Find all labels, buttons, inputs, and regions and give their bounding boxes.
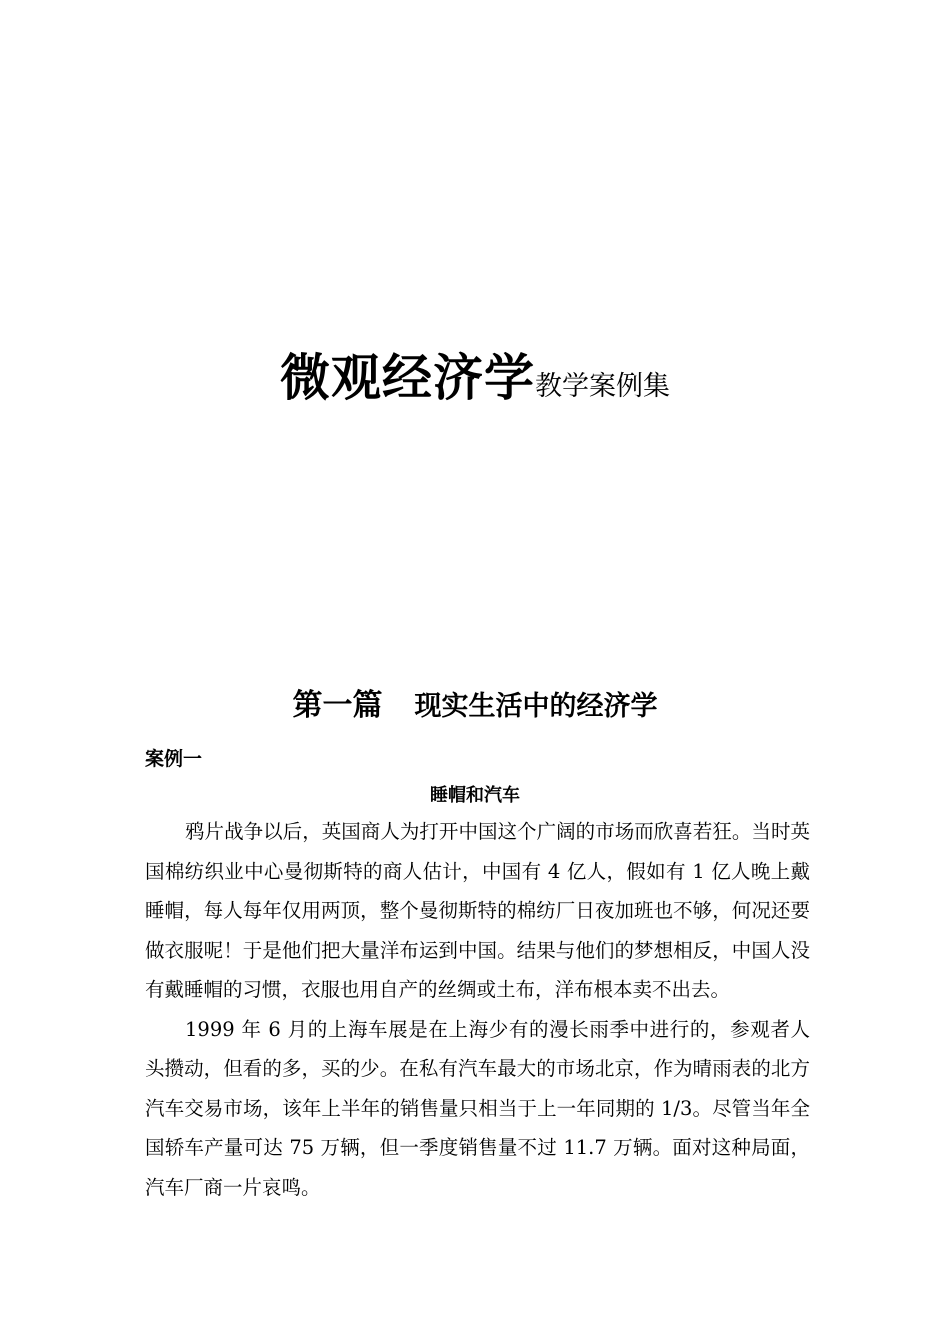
case-label: 案例一 <box>145 748 203 770</box>
document-title <box>0 338 950 410</box>
part-number: 第一篇 <box>292 688 383 723</box>
body-paragraph: 鸦片战争以后，英国商人为打开中国这个广阔的市场而欣喜若狂。当时英国棉纺织业中心曼彻斯特的商人估计，中国有 4 亿人，假如有 1 亿人晚上戴睡帽，每人每年仅用两顶，整个曼彻斯特的棉纺厂日夜加班也不够，何况还要做衣服呢！于是他们把大量洋布运到中国。结果与他们的梦想相反，中国人没有戴睡帽的习惯，衣服也用自产的丝绸或土布，洋布根本卖不出去。 <box>145 820 810 1001</box>
document-title-sub: 教学案例集 <box>535 371 670 402</box>
document-title-main: 微观经济学 <box>280 349 535 407</box>
body-paragraph: 1999 年 6 月的上海车展是在上海少有的漫长雨季中进行的，参观者人头攒动，但看的多，买的少。在私有汽车最大的市场北京，作为晴雨表的北方汽车交易市场，该年上半年的销售量只相当于上一年同期的 1/3。尽管当年全国轿车产量可达 75 万辆，但一季度销售量不过 11.7 万辆。面对这种局面，汽车厂商一片哀鸣。 <box>145 1017 810 1199</box>
case-body <box>145 812 810 1207</box>
case-title: 睡帽和汽车 <box>430 785 520 806</box>
part-name: 现实生活中的经济学 <box>414 691 658 722</box>
part-heading <box>0 680 950 724</box>
